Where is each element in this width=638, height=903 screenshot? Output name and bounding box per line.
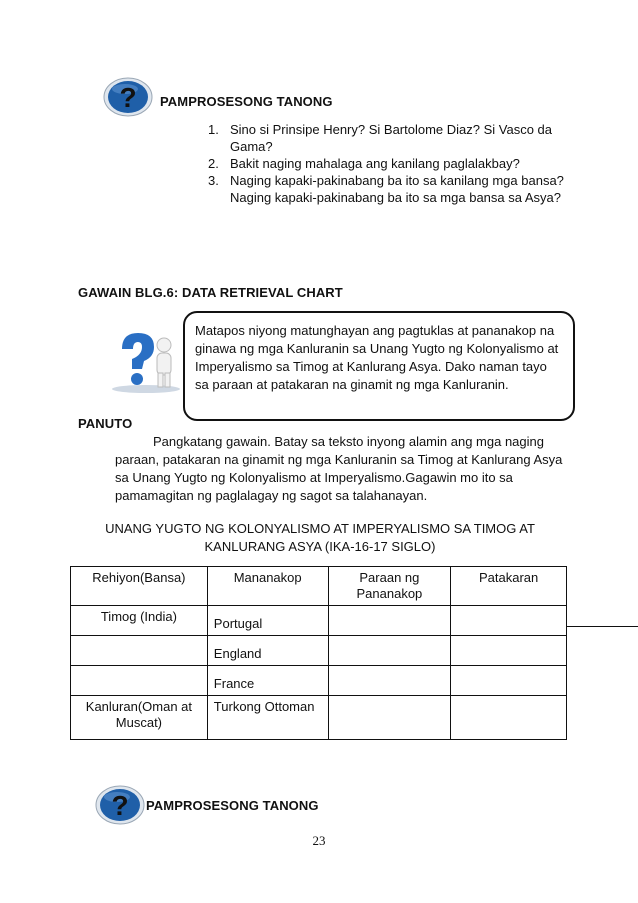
table-cell — [451, 696, 567, 740]
page-number: 23 — [312, 833, 326, 848]
column-header: Rehiyon(Bansa) — [71, 567, 208, 606]
table-cell: Portugal — [207, 606, 328, 636]
table-cell — [451, 636, 567, 666]
table-cell — [328, 696, 451, 740]
question-number: 1. — [208, 122, 219, 137]
divider — [566, 626, 638, 627]
column-header: Paraan ng Pananakop — [328, 567, 451, 606]
data-retrieval-chart — [70, 566, 567, 740]
question-text: Sino si Prinsipe Henry? Si Bartolome Diaz? Si Vasco da Gama? — [230, 122, 553, 154]
question-number: 2. — [208, 156, 219, 171]
table-cell — [451, 666, 567, 696]
table-title — [70, 520, 570, 556]
question-list — [208, 121, 568, 206]
table-header-row — [71, 567, 567, 606]
table-cell — [328, 636, 451, 666]
table-row — [71, 606, 567, 636]
activity-title: GAWAIN BLG.6: DATA RETRIEVAL CHART — [78, 285, 343, 300]
table-cell — [328, 606, 451, 636]
list-item — [208, 155, 568, 172]
list-item — [208, 121, 568, 155]
table-cell — [71, 666, 208, 696]
callout-text: Matapos niyong matunghayan ang pagtuklas at pananakop na ginawa ng mga Kanluranin sa Unang Yugto ng Kolonyalismo at Imperyalismo sa Timog at Kanlurang Asya. Dako naman tayo sa paraan at patakaran na ginamit ng mga Kanluranin. — [195, 323, 559, 392]
table-row — [71, 696, 567, 740]
question-badge-icon — [103, 77, 153, 117]
svg-text:?: ? — [111, 790, 129, 821]
table-row — [71, 636, 567, 666]
table-row — [71, 666, 567, 696]
instructions-heading: PANUTO — [78, 416, 133, 431]
question-text: Bakit naging mahalaga ang kanilang paglalakbay? — [230, 156, 520, 171]
section-heading: PAMPROSESONG TANONG — [146, 798, 319, 813]
thinking-figure-icon — [108, 327, 184, 393]
table-cell: France — [207, 666, 328, 696]
table-cell: Turkong Ottoman — [207, 696, 328, 740]
column-header: Patakaran — [451, 567, 567, 606]
table-cell: Timog (India) — [71, 606, 208, 636]
table-cell: England — [207, 636, 328, 666]
section-heading: PAMPROSESONG TANONG — [160, 94, 333, 109]
table-title-line: UNANG YUGTO NG KOLONYALISMO AT IMPERYALISMO SA TIMOG AT — [105, 521, 535, 536]
column-header: Mananakop — [207, 567, 328, 606]
list-item — [208, 172, 568, 206]
question-text: Naging kapaki-pakinabang ba ito sa kanilang mga bansa? Naging kapaki-pakinabang ba ito sa mga bansa sa Asya? — [230, 173, 564, 205]
table-title-line: KANLURANG ASYA (IKA-16-17 SIGLO) — [204, 539, 436, 554]
table-cell — [328, 666, 451, 696]
question-number: 3. — [208, 173, 219, 188]
table-cell: Kanluran(Oman at Muscat) — [71, 696, 208, 740]
instructions-text: Pangkatang gawain. Batay sa teksto inyong alamin ang mga naging paraan, patakaran na ginamit ng mga Kanluranin sa Timog at Kanlurang Asya sa Unang Yugto ng Kolonyalismo at Imperyalismo.Gagawin mo ito sa pamamagitan ng paglalagay ng sagot sa talahanayan. — [115, 434, 563, 503]
svg-text:?: ? — [119, 82, 137, 113]
table-cell — [451, 606, 567, 636]
question-badge-icon — [95, 785, 145, 825]
callout-box — [183, 311, 575, 421]
table-cell — [71, 636, 208, 666]
